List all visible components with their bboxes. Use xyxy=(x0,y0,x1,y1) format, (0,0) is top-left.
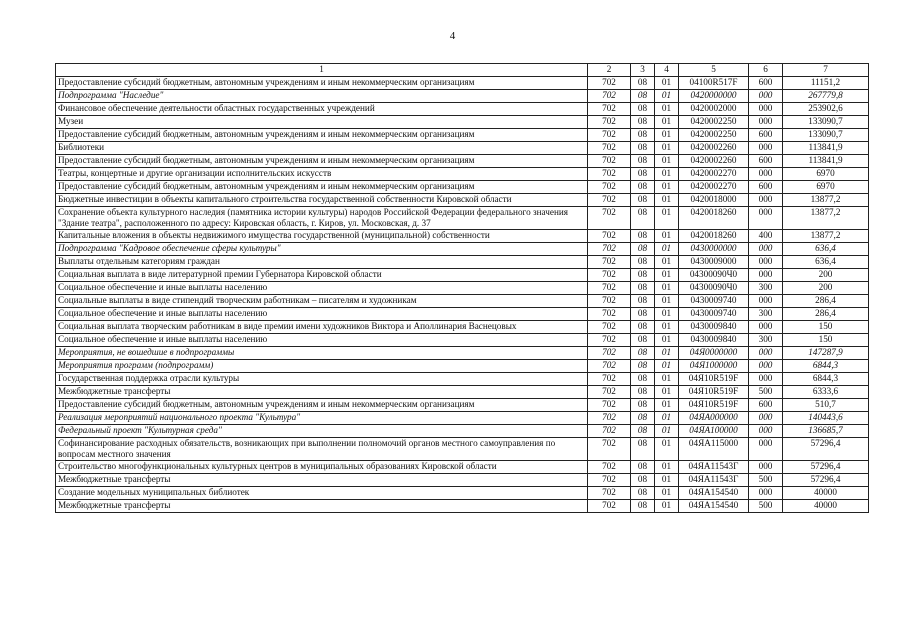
cell-code: 0420018260 xyxy=(679,230,749,243)
cell-col4: 01 xyxy=(655,181,679,194)
cell-code: 0420002260 xyxy=(679,155,749,168)
cell-name: Капитальные вложения в объекты недвижимого имущества государственной (муниципальной) собственности xyxy=(56,230,588,243)
cell-amount: 11151,2 xyxy=(783,77,869,90)
cell-name: Подпрограмма "Кадровое обеспечение сферы культуры" xyxy=(56,243,588,256)
cell-code: 0420018260 xyxy=(679,207,749,230)
cell-col3: 08 xyxy=(631,194,655,207)
cell-col4: 01 xyxy=(655,399,679,412)
cell-amount: 286,4 xyxy=(783,295,869,308)
cell-type: 000 xyxy=(749,90,783,103)
table-row xyxy=(56,373,869,386)
cell-amount: 113841,9 xyxy=(783,142,869,155)
cell-col2: 702 xyxy=(588,438,631,461)
cell-col4: 01 xyxy=(655,360,679,373)
cell-col2: 702 xyxy=(588,347,631,360)
table-row xyxy=(56,243,869,256)
cell-name: Театры, концертные и другие организации исполнительских искусств xyxy=(56,168,588,181)
table-row xyxy=(56,474,869,487)
cell-type: 600 xyxy=(749,181,783,194)
cell-col2: 702 xyxy=(588,412,631,425)
cell-name: Мероприятия программ (подпрограмм) xyxy=(56,360,588,373)
table-row xyxy=(56,461,869,474)
cell-col3: 08 xyxy=(631,168,655,181)
cell-col3: 08 xyxy=(631,77,655,90)
cell-col4: 01 xyxy=(655,282,679,295)
cell-type: 400 xyxy=(749,230,783,243)
cell-col3: 08 xyxy=(631,474,655,487)
cell-code: 04300090Ч0 xyxy=(679,282,749,295)
cell-name: Социальное обеспечение и иные выплаты населению xyxy=(56,282,588,295)
cell-name: Межбюджетные трансферты xyxy=(56,386,588,399)
cell-col2: 702 xyxy=(588,103,631,116)
cell-type: 600 xyxy=(749,129,783,142)
cell-amount: 133090,7 xyxy=(783,129,869,142)
cell-col3: 08 xyxy=(631,425,655,438)
cell-col4: 01 xyxy=(655,155,679,168)
cell-code: 04Я1000000 xyxy=(679,360,749,373)
cell-name: Реализация мероприятий национального проекта "Культура" xyxy=(56,412,588,425)
cell-name: Подпрограмма "Наследие" xyxy=(56,90,588,103)
table-row xyxy=(56,103,869,116)
cell-amount: 140443,6 xyxy=(783,412,869,425)
table-row xyxy=(56,386,869,399)
cell-type: 600 xyxy=(749,155,783,168)
cell-col4: 01 xyxy=(655,256,679,269)
cell-code: 04Я10R519F xyxy=(679,399,749,412)
cell-col4: 01 xyxy=(655,386,679,399)
cell-name: Выплаты отдельным категориям граждан xyxy=(56,256,588,269)
table-row xyxy=(56,438,869,461)
table-row xyxy=(56,256,869,269)
cell-col2: 702 xyxy=(588,360,631,373)
cell-col3: 08 xyxy=(631,295,655,308)
cell-col2: 702 xyxy=(588,155,631,168)
cell-code: 0430009840 xyxy=(679,334,749,347)
cell-col4: 01 xyxy=(655,438,679,461)
cell-amount: 147287,9 xyxy=(783,347,869,360)
cell-type: 000 xyxy=(749,103,783,116)
cell-col2: 702 xyxy=(588,269,631,282)
cell-name: Социальная выплата творческим работникам в виде премии имени художников Виктора и Аполлинария Васнецовых xyxy=(56,321,588,334)
cell-code: 0420002270 xyxy=(679,181,749,194)
cell-name: Социальное обеспечение и иные выплаты населению xyxy=(56,308,588,321)
cell-code: 0430009740 xyxy=(679,295,749,308)
cell-name: Предоставление субсидий бюджетным, автономным учреждениям и иным некоммерческим организациям xyxy=(56,399,588,412)
cell-type: 000 xyxy=(749,116,783,129)
cell-col2: 702 xyxy=(588,168,631,181)
cell-amount: 133090,7 xyxy=(783,116,869,129)
table-row xyxy=(56,321,869,334)
cell-amount: 40000 xyxy=(783,500,869,513)
cell-amount: 13877,2 xyxy=(783,194,869,207)
cell-col2: 702 xyxy=(588,181,631,194)
cell-col2: 702 xyxy=(588,308,631,321)
cell-code: 04ЯА154540 xyxy=(679,500,749,513)
cell-col3: 08 xyxy=(631,116,655,129)
cell-col3: 08 xyxy=(631,500,655,513)
cell-code: 04ЯА000000 xyxy=(679,412,749,425)
table-row xyxy=(56,168,869,181)
cell-code: 04ЯА100000 xyxy=(679,425,749,438)
cell-col3: 08 xyxy=(631,269,655,282)
cell-type: 000 xyxy=(749,168,783,181)
table-row xyxy=(56,412,869,425)
cell-col2: 702 xyxy=(588,334,631,347)
cell-col4: 01 xyxy=(655,269,679,282)
cell-code: 04300090Ч0 xyxy=(679,269,749,282)
cell-col4: 01 xyxy=(655,321,679,334)
cell-col2: 702 xyxy=(588,295,631,308)
cell-col4: 01 xyxy=(655,500,679,513)
cell-code: 0420002250 xyxy=(679,116,749,129)
cell-code: 04100R517F xyxy=(679,77,749,90)
cell-amount: 6970 xyxy=(783,168,869,181)
cell-col4: 01 xyxy=(655,207,679,230)
cell-amount: 6970 xyxy=(783,181,869,194)
cell-type: 600 xyxy=(749,77,783,90)
cell-col4: 01 xyxy=(655,295,679,308)
cell-col4: 01 xyxy=(655,334,679,347)
cell-col2: 702 xyxy=(588,116,631,129)
table-row xyxy=(56,194,869,207)
table-row xyxy=(56,269,869,282)
cell-code: 04Я0000000 xyxy=(679,347,749,360)
cell-name: Софинансирование расходных обязательств, возникающих при выполнении полномочий органов местного самоуправления по вопросам местного значения xyxy=(56,438,588,461)
cell-col4: 01 xyxy=(655,474,679,487)
cell-amount: 267779,8 xyxy=(783,90,869,103)
cell-name: Предоставление субсидий бюджетным, автономным учреждениям и иным некоммерческим организациям xyxy=(56,181,588,194)
cell-code: 0420018000 xyxy=(679,194,749,207)
cell-code: 0420002260 xyxy=(679,142,749,155)
cell-code: 0420002000 xyxy=(679,103,749,116)
cell-col3: 08 xyxy=(631,373,655,386)
cell-name: Межбюджетные трансферты xyxy=(56,474,588,487)
table-row xyxy=(56,207,869,230)
cell-name: Библиотеки xyxy=(56,142,588,155)
cell-name: Предоставление субсидий бюджетным, автономным учреждениям и иным некоммерческим организациям xyxy=(56,77,588,90)
cell-type: 300 xyxy=(749,308,783,321)
cell-code: 0430009740 xyxy=(679,308,749,321)
cell-col2: 702 xyxy=(588,474,631,487)
cell-col2: 702 xyxy=(588,129,631,142)
cell-amount: 13877,2 xyxy=(783,207,869,230)
cell-type: 000 xyxy=(749,269,783,282)
cell-name: Социальное обеспечение и иные выплаты населению xyxy=(56,334,588,347)
cell-type: 000 xyxy=(749,243,783,256)
cell-code: 04Я10R519F xyxy=(679,373,749,386)
cell-name: Сохранение объекта культурного наследия (памятника истории культуры) народов Российской Федерации федерального значения "Здание театра", расположенного по адресу: Кировская область, г. Киров, ул. Московская, д. 37 xyxy=(56,207,588,230)
cell-col2: 702 xyxy=(588,194,631,207)
table-body xyxy=(56,77,869,513)
cell-col2: 702 xyxy=(588,230,631,243)
page-number: 4 xyxy=(449,30,456,42)
cell-amount: 286,4 xyxy=(783,308,869,321)
cell-code: 04ЯА115000 xyxy=(679,438,749,461)
column-header: 1 xyxy=(56,64,588,77)
table-row xyxy=(56,90,869,103)
table-row xyxy=(56,129,869,142)
cell-col4: 01 xyxy=(655,230,679,243)
cell-type: 600 xyxy=(749,399,783,412)
cell-col4: 01 xyxy=(655,425,679,438)
cell-name: Социальные выплаты в виде стипендий творческим работникам – писателям и художникам xyxy=(56,295,588,308)
cell-col4: 01 xyxy=(655,487,679,500)
cell-amount: 200 xyxy=(783,282,869,295)
cell-name: Межбюджетные трансферты xyxy=(56,500,588,513)
cell-col4: 01 xyxy=(655,116,679,129)
cell-col3: 08 xyxy=(631,142,655,155)
cell-col4: 01 xyxy=(655,194,679,207)
cell-amount: 136685,7 xyxy=(783,425,869,438)
cell-amount: 253902,6 xyxy=(783,103,869,116)
cell-type: 000 xyxy=(749,321,783,334)
cell-code: 0420002250 xyxy=(679,129,749,142)
cell-amount: 200 xyxy=(783,269,869,282)
cell-col2: 702 xyxy=(588,386,631,399)
table-row xyxy=(56,334,869,347)
cell-type: 000 xyxy=(749,256,783,269)
column-header: 6 xyxy=(749,64,783,77)
cell-col2: 702 xyxy=(588,282,631,295)
cell-code: 0420002270 xyxy=(679,168,749,181)
column-header: 4 xyxy=(655,64,679,77)
cell-type: 300 xyxy=(749,282,783,295)
cell-type: 000 xyxy=(749,142,783,155)
cell-col3: 08 xyxy=(631,207,655,230)
cell-col4: 01 xyxy=(655,243,679,256)
cell-code: 04ЯА11543Г xyxy=(679,461,749,474)
cell-code: 04ЯА11543Г xyxy=(679,474,749,487)
cell-col4: 01 xyxy=(655,168,679,181)
cell-col3: 08 xyxy=(631,321,655,334)
cell-col2: 702 xyxy=(588,487,631,500)
cell-col4: 01 xyxy=(655,77,679,90)
cell-col3: 08 xyxy=(631,347,655,360)
cell-col3: 08 xyxy=(631,308,655,321)
cell-col2: 702 xyxy=(588,243,631,256)
cell-col2: 702 xyxy=(588,500,631,513)
table-row xyxy=(56,77,869,90)
cell-code: 0430009840 xyxy=(679,321,749,334)
cell-name: Строительство многофункциональных культурных центров в муниципальных образованиях Кировской области xyxy=(56,461,588,474)
cell-col3: 08 xyxy=(631,412,655,425)
table-row xyxy=(56,116,869,129)
cell-amount: 510,7 xyxy=(783,399,869,412)
cell-code: 0420000000 xyxy=(679,90,749,103)
cell-type: 000 xyxy=(749,295,783,308)
cell-type: 500 xyxy=(749,500,783,513)
cell-code: 04Я10R519F xyxy=(679,386,749,399)
column-header: 7 xyxy=(783,64,869,77)
cell-col4: 01 xyxy=(655,142,679,155)
cell-type: 500 xyxy=(749,474,783,487)
cell-col2: 702 xyxy=(588,425,631,438)
cell-col2: 702 xyxy=(588,77,631,90)
cell-code: 0430000000 xyxy=(679,243,749,256)
cell-col3: 08 xyxy=(631,360,655,373)
cell-amount: 57296,4 xyxy=(783,461,869,474)
cell-amount: 6333,6 xyxy=(783,386,869,399)
table-row xyxy=(56,230,869,243)
column-header: 5 xyxy=(679,64,749,77)
cell-type: 000 xyxy=(749,438,783,461)
table-row xyxy=(56,155,869,168)
cell-col4: 01 xyxy=(655,129,679,142)
table-row xyxy=(56,500,869,513)
cell-amount: 40000 xyxy=(783,487,869,500)
cell-col4: 01 xyxy=(655,103,679,116)
cell-name: Предоставление субсидий бюджетным, автономным учреждениям и иным некоммерческим организациям xyxy=(56,155,588,168)
cell-col3: 08 xyxy=(631,181,655,194)
cell-amount: 6844,3 xyxy=(783,373,869,386)
budget-table xyxy=(55,63,869,513)
cell-col4: 01 xyxy=(655,373,679,386)
table-row xyxy=(56,282,869,295)
cell-name: Мероприятия, не вошедшие в подпрограммы xyxy=(56,347,588,360)
cell-type: 000 xyxy=(749,194,783,207)
table-row xyxy=(56,347,869,360)
cell-name: Создание модельных муниципальных библиотек xyxy=(56,487,588,500)
cell-col3: 08 xyxy=(631,103,655,116)
column-header: 3 xyxy=(631,64,655,77)
table-header-row xyxy=(56,64,869,77)
cell-col4: 01 xyxy=(655,308,679,321)
cell-code: 04ЯА154540 xyxy=(679,487,749,500)
cell-col3: 08 xyxy=(631,243,655,256)
cell-type: 000 xyxy=(749,207,783,230)
table-row xyxy=(56,360,869,373)
cell-col4: 01 xyxy=(655,90,679,103)
cell-col2: 702 xyxy=(588,321,631,334)
cell-col3: 08 xyxy=(631,487,655,500)
column-header: 2 xyxy=(588,64,631,77)
cell-type: 000 xyxy=(749,412,783,425)
cell-col3: 08 xyxy=(631,155,655,168)
cell-col3: 08 xyxy=(631,129,655,142)
cell-amount: 636,4 xyxy=(783,243,869,256)
cell-type: 000 xyxy=(749,461,783,474)
cell-col4: 01 xyxy=(655,347,679,360)
cell-col4: 01 xyxy=(655,412,679,425)
cell-type: 000 xyxy=(749,347,783,360)
cell-col3: 08 xyxy=(631,438,655,461)
cell-col3: 08 xyxy=(631,334,655,347)
table-row xyxy=(56,308,869,321)
table-row xyxy=(56,487,869,500)
cell-col4: 01 xyxy=(655,461,679,474)
cell-name: Государственная поддержка отрасли культуры xyxy=(56,373,588,386)
cell-type: 000 xyxy=(749,487,783,500)
cell-amount: 150 xyxy=(783,334,869,347)
cell-col2: 702 xyxy=(588,373,631,386)
cell-col3: 08 xyxy=(631,90,655,103)
cell-col3: 08 xyxy=(631,399,655,412)
cell-col2: 702 xyxy=(588,90,631,103)
cell-col3: 08 xyxy=(631,282,655,295)
cell-amount: 13877,2 xyxy=(783,230,869,243)
cell-type: 000 xyxy=(749,425,783,438)
cell-col3: 08 xyxy=(631,386,655,399)
cell-col2: 702 xyxy=(588,399,631,412)
table-row xyxy=(56,295,869,308)
table-row xyxy=(56,425,869,438)
cell-col2: 702 xyxy=(588,256,631,269)
cell-name: Бюджетные инвестиции в объекты капитального строительства государственной собственности Кировской области xyxy=(56,194,588,207)
cell-name: Финансовое обеспечение деятельности областных государственных учреждений xyxy=(56,103,588,116)
cell-type: 500 xyxy=(749,386,783,399)
cell-name: Музеи xyxy=(56,116,588,129)
cell-name: Предоставление субсидий бюджетным, автономным учреждениям и иным некоммерческим организациям xyxy=(56,129,588,142)
cell-col2: 702 xyxy=(588,461,631,474)
cell-type: 000 xyxy=(749,360,783,373)
table-row xyxy=(56,181,869,194)
cell-amount: 6844,3 xyxy=(783,360,869,373)
cell-amount: 57296,4 xyxy=(783,474,869,487)
cell-col2: 702 xyxy=(588,207,631,230)
cell-name: Социальная выплата в виде литературной премии Губернатора Кировской области xyxy=(56,269,588,282)
table-row xyxy=(56,399,869,412)
cell-amount: 150 xyxy=(783,321,869,334)
cell-amount: 57296,4 xyxy=(783,438,869,461)
cell-amount: 113841,9 xyxy=(783,155,869,168)
cell-amount: 636,4 xyxy=(783,256,869,269)
table-row xyxy=(56,142,869,155)
cell-type: 300 xyxy=(749,334,783,347)
cell-col2: 702 xyxy=(588,142,631,155)
cell-code: 0430009000 xyxy=(679,256,749,269)
cell-col3: 08 xyxy=(631,230,655,243)
cell-type: 000 xyxy=(749,373,783,386)
cell-col3: 08 xyxy=(631,461,655,474)
cell-col3: 08 xyxy=(631,256,655,269)
cell-name: Федеральный проект "Культурная среда" xyxy=(56,425,588,438)
